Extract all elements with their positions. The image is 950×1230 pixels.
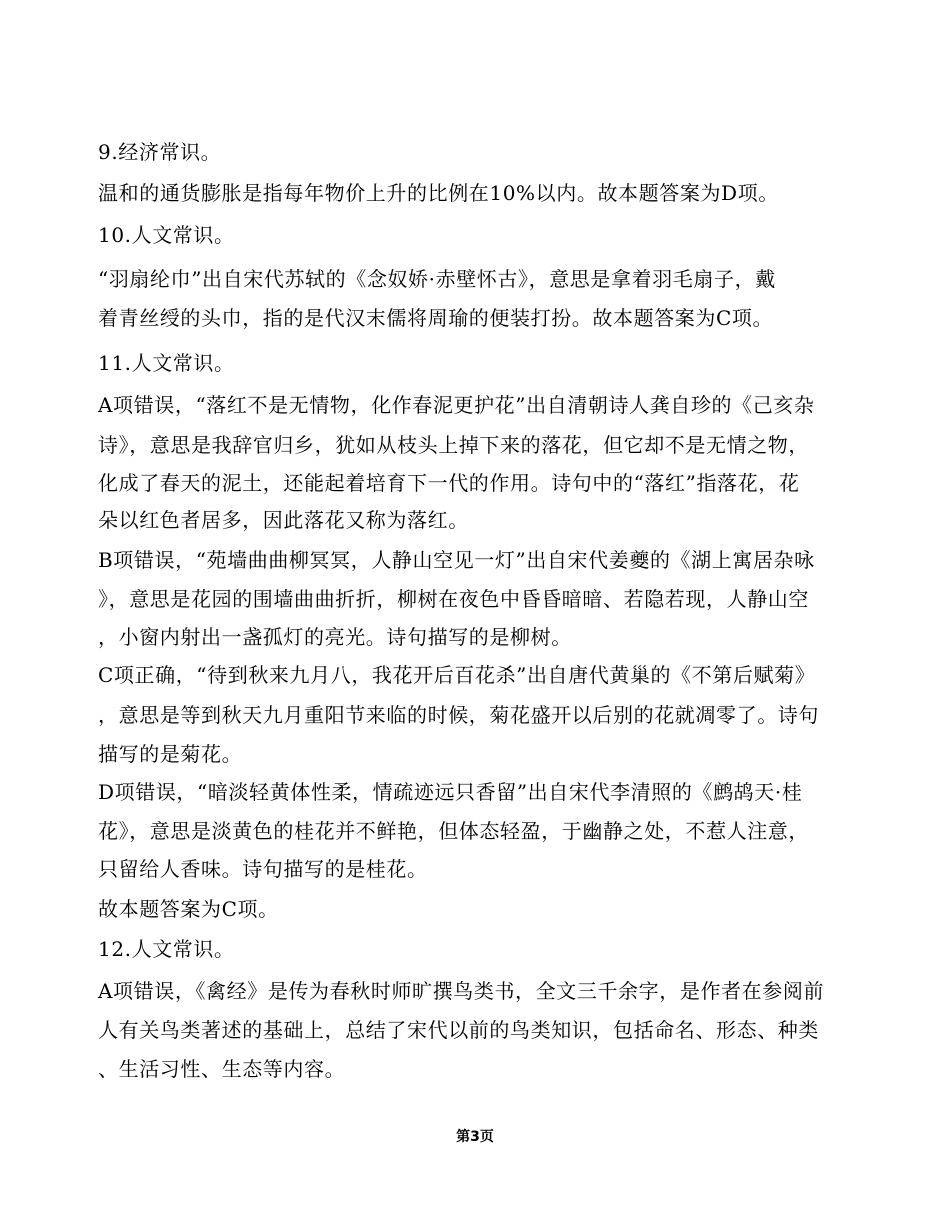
paragraph-line: 花》，意思是淡黄色的桂花并不鲜艳，但体态轻盈，于幽静之处，不惹人注意， bbox=[98, 819, 809, 843]
paragraph-line: 诗》，意思是我辞官归乡，犹如从枝头上掉下来的落花，但它却不是无情之物， bbox=[98, 433, 809, 457]
paragraph-line: 、生活习性、生态等内容。 bbox=[98, 1057, 346, 1081]
paragraph-line: B项错误，“苑墙曲曲柳冥冥，人静山空见一灯”出自宋代姜夔的《湖上寓居杂咏 bbox=[98, 548, 815, 572]
paragraph-line: ，意思是等到秋天九月重阳节来临的时候，菊花盛开以后别的花就凋零了。诗句 bbox=[98, 703, 819, 727]
paragraph-line: C项正确，“待到秋来九月八，我花开后百花杀”出自唐代黄巢的《不第后赋菊》 bbox=[98, 663, 816, 687]
section-heading-12: 12.人文常识。 bbox=[98, 937, 235, 961]
section-heading-11: 11.人文常识。 bbox=[98, 351, 235, 375]
paragraph-line: 着青丝绶的头巾，指的是代汉末儒将周瑜的便装打扮。故本题答案为C项。 bbox=[98, 306, 774, 330]
paragraph-line: 只留给人香味。诗句描写的是桂花。 bbox=[98, 857, 428, 881]
section-heading-10: 10.人文常识。 bbox=[98, 223, 235, 247]
paragraph-line: A项错误，《禽经》是传为春秋时师旷撰鸟类书，全文三千余字，是作者在参阅前 bbox=[98, 979, 825, 1003]
paragraph-line: 温和的通货膨胀是指每年物价上升的比例在10%以内。故本题答案为D项。 bbox=[98, 181, 779, 205]
page-number: 第3页 bbox=[456, 1129, 494, 1145]
paragraph-line: 人有关鸟类著述的基础上，总结了宋代以前的鸟类知识，包括命名、形态、种类 bbox=[98, 1018, 819, 1042]
paragraph-line: 化成了春天的泥土，还能起着培育下一代的作用。诗句中的“落红”指落花，花 bbox=[98, 471, 800, 495]
paragraph-line: 》，意思是花园的围墙曲曲折折，柳树在夜色中昏昏暗暗、若隐若现，人静山空 bbox=[98, 587, 809, 611]
paragraph-line: D项错误，“暗淡轻黄体性柔，情疏迹远只香留”出自宋代李清照的《鹧鸪天·桂 bbox=[98, 780, 803, 804]
paragraph-line: 描写的是菊花。 bbox=[98, 742, 243, 766]
section-heading-9: 9.经济常识。 bbox=[98, 140, 222, 164]
paragraph-line: “羽扇纶巾”出自宋代苏轼的《念奴娇·赤壁怀古》，意思是拿着羽毛扇子，戴 bbox=[98, 267, 776, 291]
paragraph-line: ，小窗内射出一盏孤灯的亮光。诗句描写的是柳树。 bbox=[98, 625, 572, 649]
paragraph-line: A项错误，“落红不是无情物，化作春泥更护花”出自清朝诗人龚自珍的《己亥杂 bbox=[98, 393, 815, 417]
paragraph-line: 故本题答案为C项。 bbox=[98, 897, 279, 921]
paragraph-line: 朵以红色者居多，因此落花又称为落红。 bbox=[98, 508, 469, 532]
